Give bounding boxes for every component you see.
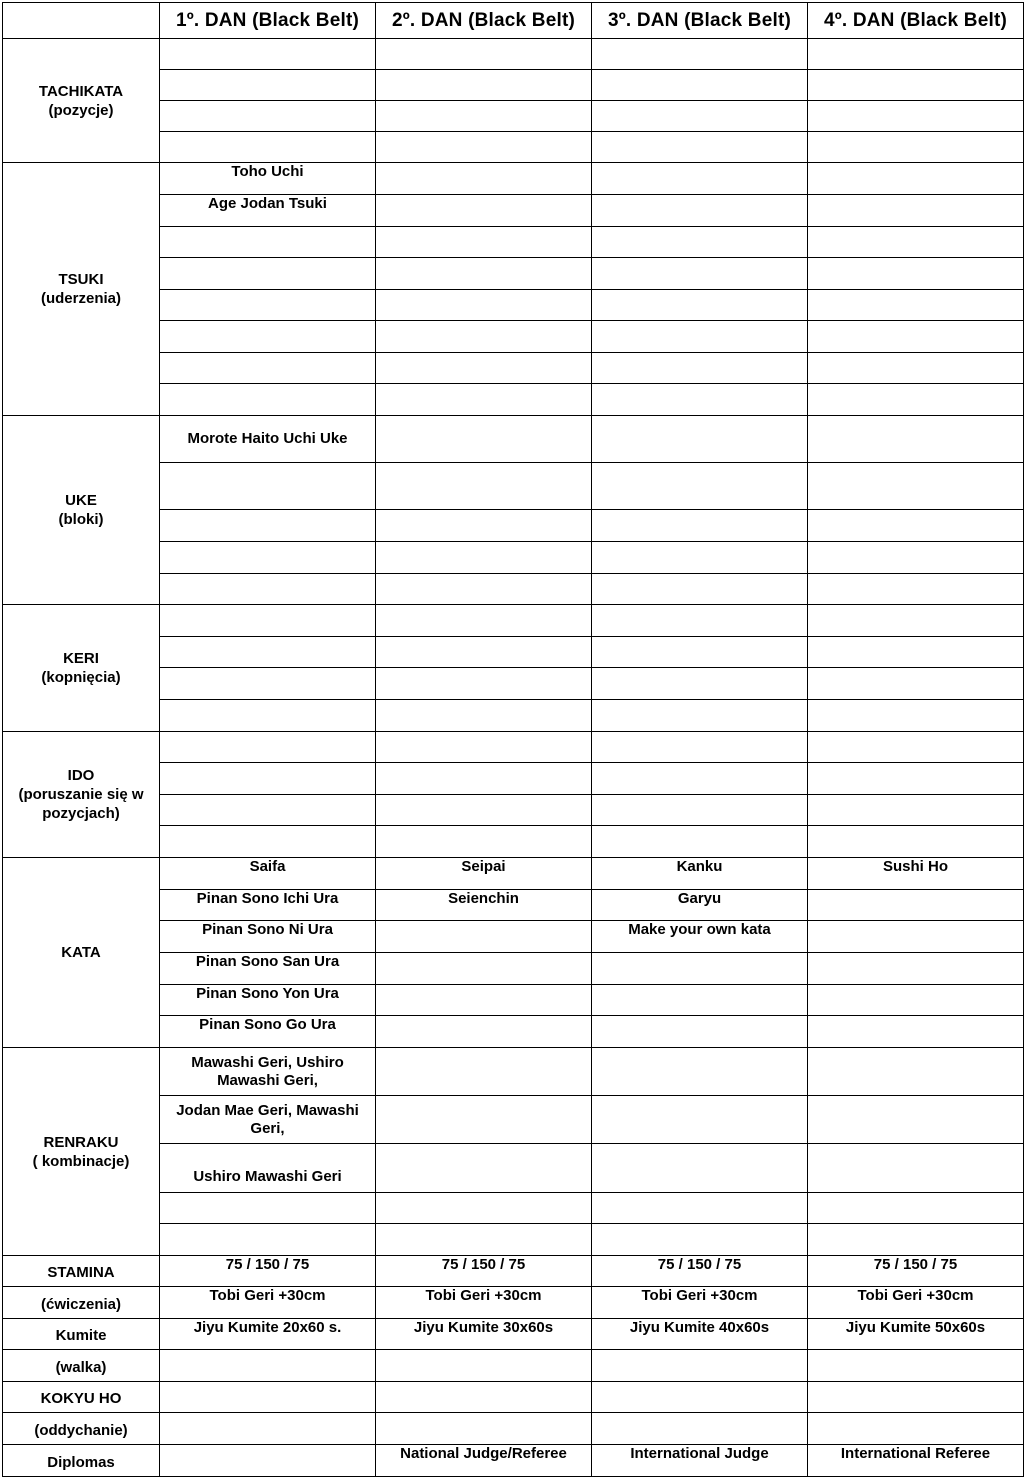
- cell: [592, 1048, 808, 1096]
- diploma-cell: International Referee: [808, 1445, 1024, 1477]
- category-title: UKE: [65, 492, 97, 509]
- cell: [160, 1382, 376, 1413]
- cell: [160, 39, 376, 70]
- cell: [376, 700, 592, 732]
- tobi-geri-cell: Tobi Geri +30cm: [808, 1287, 1024, 1319]
- cell: [376, 1413, 592, 1445]
- cell: [592, 1224, 808, 1256]
- row-label: STAMINA: [3, 1256, 160, 1287]
- cell: [592, 70, 808, 101]
- cell: [808, 195, 1024, 227]
- cell: [808, 890, 1024, 921]
- diploma-cell: International Judge: [592, 1445, 808, 1477]
- cell: [376, 605, 592, 637]
- cell: [160, 542, 376, 574]
- cell: [160, 1350, 376, 1382]
- cell: [376, 227, 592, 258]
- kata-cell: Garyu: [592, 890, 808, 921]
- table-row: [3, 1048, 1024, 1096]
- kata-cell: Pinan Sono Yon Ura: [160, 985, 376, 1016]
- cell: [592, 195, 808, 227]
- tobi-geri-cell: Tobi Geri +30cm: [592, 1287, 808, 1319]
- table-row: [3, 1319, 1024, 1350]
- cell: [592, 416, 808, 463]
- cell: [808, 463, 1024, 510]
- cell: [592, 353, 808, 384]
- cell: [160, 101, 376, 132]
- cell: [808, 1413, 1024, 1445]
- row-label: (ćwiczenia): [3, 1287, 160, 1319]
- cell: [592, 227, 808, 258]
- cell: [592, 463, 808, 510]
- cell: [160, 1224, 376, 1256]
- tobi-geri-cell: Tobi Geri +30cm: [160, 1287, 376, 1319]
- cell: [376, 542, 592, 574]
- kumite-cell: Jiyu Kumite 50x60s: [808, 1319, 1024, 1350]
- cell: [808, 1350, 1024, 1382]
- exam-requirements-table: [2, 2, 1024, 1477]
- category-subtitle: (kopnięcia): [41, 669, 121, 686]
- table-row: [3, 416, 1024, 463]
- technique-cell: Age Jodan Tsuki: [160, 195, 376, 227]
- category-tachikata: [3, 39, 160, 163]
- cell: [592, 668, 808, 700]
- cell: [592, 132, 808, 163]
- cell: [808, 826, 1024, 858]
- cell: [160, 668, 376, 700]
- table-row: [3, 1445, 1024, 1477]
- category-title: RENRAKU: [43, 1133, 119, 1151]
- cell: [808, 1382, 1024, 1413]
- cell: [592, 574, 808, 605]
- category-subtitle: (uderzenia): [40, 290, 121, 307]
- cell: [160, 732, 376, 763]
- cell: [376, 195, 592, 227]
- diploma-cell: [160, 1445, 376, 1477]
- cell: [160, 132, 376, 163]
- cell: [160, 1193, 376, 1224]
- cell: [808, 953, 1024, 985]
- kata-cell: Seipai: [376, 858, 592, 890]
- header-dan-2: 2º. DAN (Black Belt): [376, 3, 592, 39]
- table-row: [3, 1256, 1024, 1287]
- cell: [808, 510, 1024, 542]
- cell: [376, 953, 592, 985]
- diploma-cell: National Judge/Referee: [376, 1445, 592, 1477]
- cell: [808, 700, 1024, 732]
- cell: [376, 1048, 592, 1096]
- cell: [808, 732, 1024, 763]
- cell: [160, 290, 376, 321]
- category-title: TACHIKATA: [38, 82, 124, 100]
- cell: [160, 1413, 376, 1445]
- cell: [808, 795, 1024, 826]
- cell: [592, 290, 808, 321]
- cell: [808, 921, 1024, 953]
- cell: [160, 700, 376, 732]
- cell: [592, 1350, 808, 1382]
- table-row: [3, 163, 1024, 195]
- kata-cell: Seienchin: [376, 890, 592, 921]
- cell: [160, 637, 376, 668]
- cell: [592, 763, 808, 795]
- row-label: KOKYU HO: [3, 1382, 160, 1413]
- cell: [376, 463, 592, 510]
- stamina-cell: 75 / 150 / 75: [592, 1256, 808, 1287]
- header-row: [3, 3, 1024, 39]
- combination-cell: Mawashi Geri, Ushiro Mawashi Geri,: [160, 1048, 376, 1096]
- cell: [160, 605, 376, 637]
- cell: [808, 70, 1024, 101]
- category-ido: [3, 732, 160, 858]
- technique-cell: Morote Haito Uchi Uke: [160, 416, 376, 463]
- cell: [160, 795, 376, 826]
- cell: [808, 39, 1024, 70]
- cell: [376, 637, 592, 668]
- cell: [160, 353, 376, 384]
- table-row: [3, 605, 1024, 637]
- cell: [592, 953, 808, 985]
- cell: [592, 510, 808, 542]
- cell: [808, 1048, 1024, 1096]
- cell: [160, 574, 376, 605]
- category-keri: [3, 605, 160, 732]
- kata-cell: Saifa: [160, 858, 376, 890]
- cell: [376, 574, 592, 605]
- header-corner: [3, 3, 160, 39]
- cell: [592, 1413, 808, 1445]
- kumite-cell: Jiyu Kumite 20x60 s.: [160, 1319, 376, 1350]
- category-title: IDO: [67, 767, 95, 784]
- cell: [160, 321, 376, 353]
- category-tsuki: [3, 163, 160, 416]
- cell: [160, 227, 376, 258]
- cell: [376, 416, 592, 463]
- category-subtitle: ( kombinacje): [32, 1152, 130, 1170]
- technique-cell: Toho Uchi: [160, 163, 376, 195]
- cell: [808, 1193, 1024, 1224]
- cell: [160, 763, 376, 795]
- cell: [592, 826, 808, 858]
- cell: [160, 826, 376, 858]
- cell: [376, 510, 592, 542]
- category-kata: [3, 858, 160, 1048]
- tobi-geri-cell: Tobi Geri +30cm: [376, 1287, 592, 1319]
- cell: [376, 795, 592, 826]
- row-label: Diplomas: [3, 1445, 160, 1477]
- cell: [808, 1016, 1024, 1048]
- cell: [592, 542, 808, 574]
- kata-cell: Make your own kata: [592, 921, 808, 953]
- cell: [808, 542, 1024, 574]
- table-row: [3, 1287, 1024, 1319]
- cell: [592, 321, 808, 353]
- cell: [808, 668, 1024, 700]
- table-row: [3, 1350, 1024, 1382]
- cell: [376, 668, 592, 700]
- cell: [592, 985, 808, 1016]
- cell: [376, 1096, 592, 1144]
- row-label: (walka): [3, 1350, 160, 1382]
- row-label: Kumite: [3, 1319, 160, 1350]
- table-row: [3, 1382, 1024, 1413]
- combination-cell: Jodan Mae Geri, Mawashi Geri,: [160, 1096, 376, 1144]
- cell: [592, 1382, 808, 1413]
- cell: [808, 1096, 1024, 1144]
- table-row: [3, 732, 1024, 763]
- cell: [376, 70, 592, 101]
- cell: [808, 985, 1024, 1016]
- cell: [376, 384, 592, 416]
- cell: [376, 763, 592, 795]
- cell: [160, 510, 376, 542]
- cell: [808, 163, 1024, 195]
- kumite-cell: Jiyu Kumite 30x60s: [376, 1319, 592, 1350]
- cell: [592, 384, 808, 416]
- header-dan-3: 3º. DAN (Black Belt): [592, 3, 808, 39]
- kata-cell: Kanku: [592, 858, 808, 890]
- category-title: KATA: [61, 944, 101, 961]
- cell: [808, 384, 1024, 416]
- cell: [376, 921, 592, 953]
- cell: [592, 101, 808, 132]
- category-subtitle: (poruszanie się w pozycjach): [18, 786, 144, 822]
- kata-cell: Pinan Sono Go Ura: [160, 1016, 376, 1048]
- cell: [592, 605, 808, 637]
- cell: [376, 163, 592, 195]
- category-title: KERI: [63, 650, 99, 667]
- kata-cell: Sushi Ho: [808, 858, 1024, 890]
- cell: [592, 1096, 808, 1144]
- cell: [376, 321, 592, 353]
- cell: [376, 1193, 592, 1224]
- cell: [160, 70, 376, 101]
- kumite-cell: Jiyu Kumite 40x60s: [592, 1319, 808, 1350]
- cell: [808, 353, 1024, 384]
- cell: [592, 1016, 808, 1048]
- category-subtitle: (pozycje): [48, 101, 114, 119]
- cell: [808, 290, 1024, 321]
- cell: [592, 732, 808, 763]
- category-renraku: [3, 1048, 160, 1256]
- cell: [376, 732, 592, 763]
- cell: [376, 258, 592, 290]
- cell: [808, 1224, 1024, 1256]
- category-uke: [3, 416, 160, 605]
- cell: [592, 163, 808, 195]
- cell: [808, 101, 1024, 132]
- table-row: [3, 1413, 1024, 1445]
- cell: [808, 763, 1024, 795]
- table-row: [3, 858, 1024, 890]
- cell: [376, 101, 592, 132]
- cell: [592, 1144, 808, 1193]
- category-title: TSUKI: [58, 271, 104, 288]
- cell: [376, 985, 592, 1016]
- cell: [376, 1144, 592, 1193]
- cell: [160, 384, 376, 416]
- cell: [808, 1144, 1024, 1193]
- cell: [376, 1016, 592, 1048]
- row-label: (oddychanie): [3, 1413, 160, 1445]
- header-dan-4: 4º. DAN (Black Belt): [808, 3, 1024, 39]
- cell: [376, 290, 592, 321]
- cell: [592, 1193, 808, 1224]
- stamina-cell: 75 / 150 / 75: [376, 1256, 592, 1287]
- cell: [376, 39, 592, 70]
- cell: [808, 227, 1024, 258]
- category-subtitle: (bloki): [58, 511, 104, 528]
- stamina-cell: 75 / 150 / 75: [808, 1256, 1024, 1287]
- cell: [808, 574, 1024, 605]
- header-dan-1: 1º. DAN (Black Belt): [160, 3, 376, 39]
- kata-cell: Pinan Sono San Ura: [160, 953, 376, 985]
- cell: [376, 1382, 592, 1413]
- cell: [808, 321, 1024, 353]
- cell: [376, 826, 592, 858]
- cell: [808, 132, 1024, 163]
- kata-cell: Pinan Sono Ichi Ura: [160, 890, 376, 921]
- table-row: [3, 39, 1024, 70]
- cell: [376, 353, 592, 384]
- cell: [808, 605, 1024, 637]
- stamina-cell: 75 / 150 / 75: [160, 1256, 376, 1287]
- cell: [808, 637, 1024, 668]
- kata-cell: Pinan Sono Ni Ura: [160, 921, 376, 953]
- cell: [592, 637, 808, 668]
- cell: [160, 463, 376, 510]
- cell: [376, 1224, 592, 1256]
- cell: [808, 416, 1024, 463]
- cell: [376, 1350, 592, 1382]
- cell: [592, 258, 808, 290]
- cell: [592, 795, 808, 826]
- cell: [808, 258, 1024, 290]
- cell: [160, 258, 376, 290]
- cell: [376, 132, 592, 163]
- cell: [592, 39, 808, 70]
- cell: [592, 700, 808, 732]
- combination-cell: Ushiro Mawashi Geri: [160, 1144, 376, 1193]
